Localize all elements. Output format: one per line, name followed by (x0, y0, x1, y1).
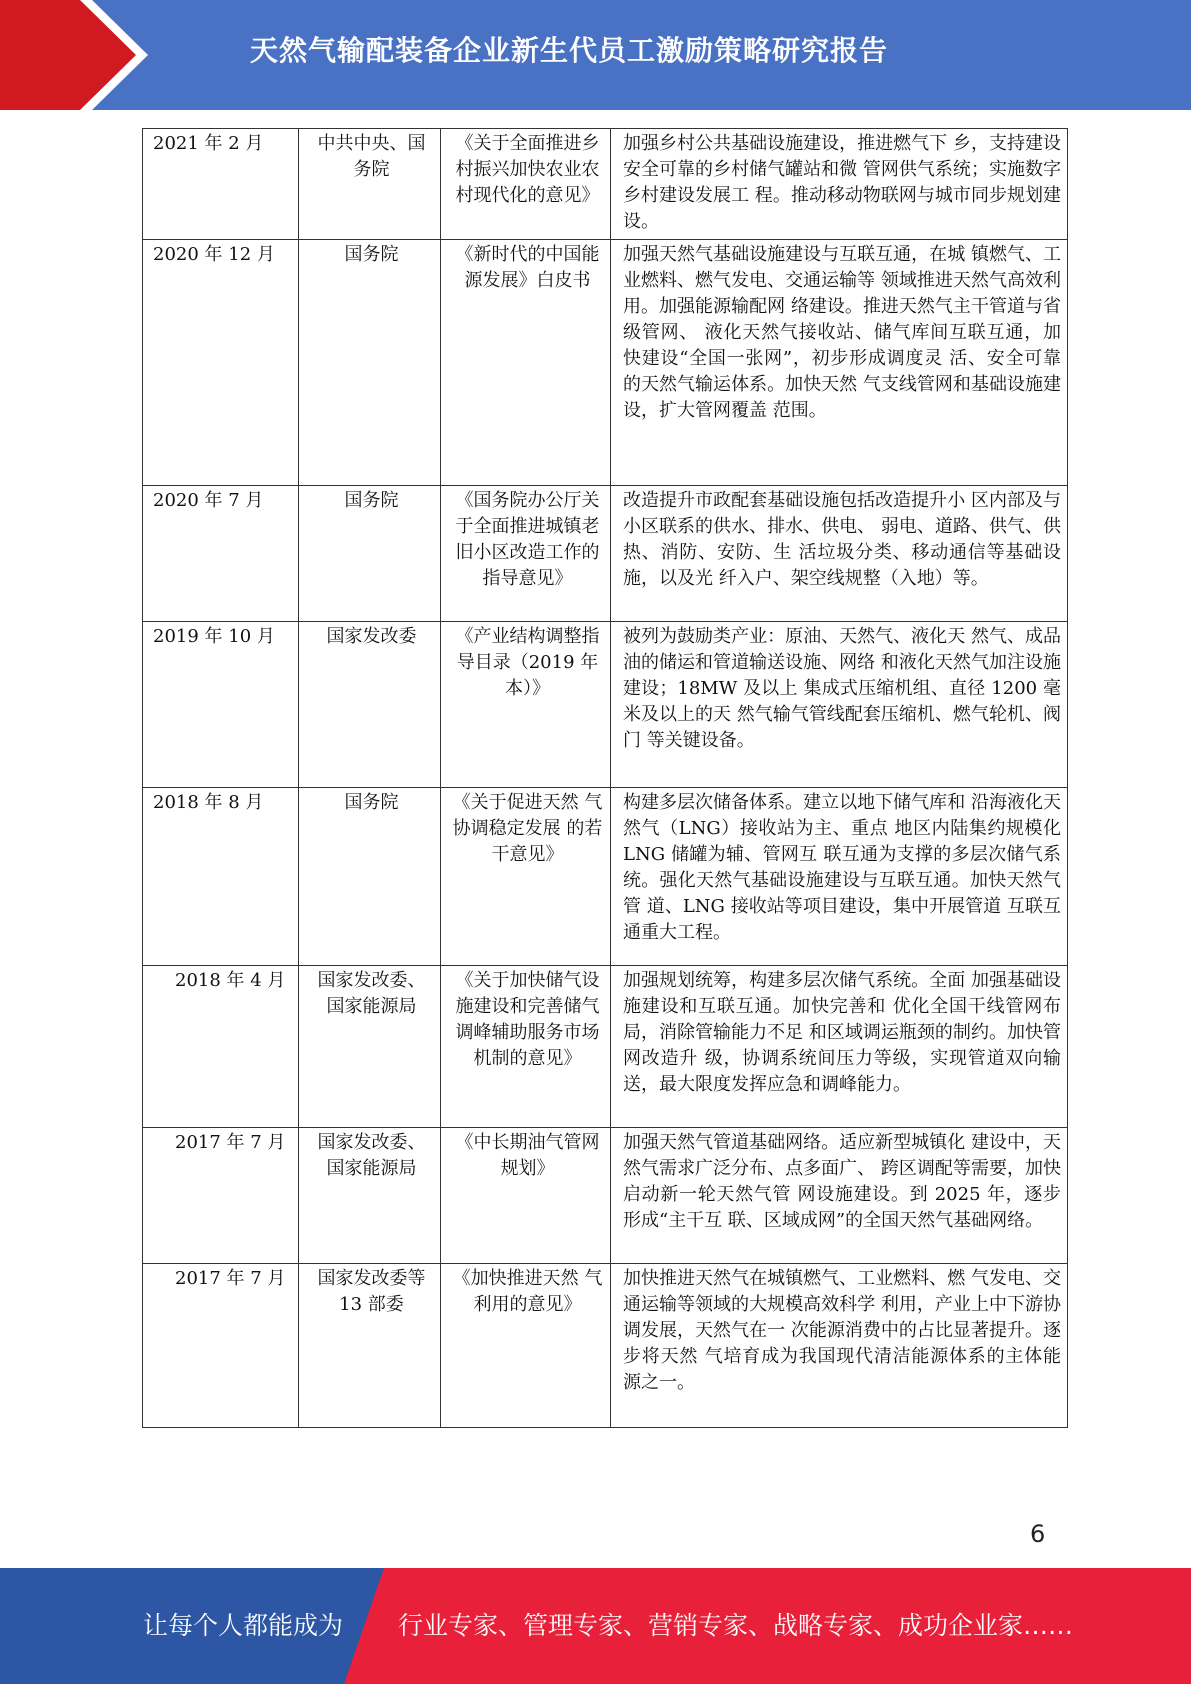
document-cell: 《加快推进天然 气利用的意见》 (441, 1264, 611, 1428)
issuer-cell: 国家发改委、国家能源局 (299, 966, 441, 1128)
page-footer (0, 1568, 1191, 1684)
content-cell: 加强乡村公共基础设施建设，推进燃气下 乡，支持建设安全可靠的乡村储气罐站和微 管网供气系统；实施数字乡村建设发展工 程。推动移动物联网与城市同步规划建设。 (611, 129, 1068, 240)
issuer-cell: 国务院 (299, 240, 441, 486)
content-cell: 构建多层次储备体系。建立以地下储气库和 沿海液化天然气（LNG）接收站为主、重点 地区内陆集约规模化 LNG 储罐为辅、管网互 联互通为支撑的多层次储气系统。强化天然气基础设施建设与互联互通。加快天然气管 道、LNG 接收站等项目建设，集中开展管道 互联互通重大工程。 (611, 788, 1068, 966)
document-cell: 《关于促进天然 气协调稳定发展 的若干意见》 (441, 788, 611, 966)
issuer-cell: 国务院 (299, 486, 441, 622)
policy-table (142, 128, 1068, 1428)
date-cell: 2017 年 7 月 (143, 1128, 299, 1264)
document-cell: 《关于加快储气设施建设和完善储气调峰辅助服务市场机制的意见》 (441, 966, 611, 1128)
content-cell: 加强天然气基础设施建设与互联互通，在城 镇燃气、工业燃料、燃气发电、交通运输等 领域推进天然气高效利用。加强能源输配网 络建设。推进天然气主干管道与省级管网、 液化天然气接收站、储气库间互联互通，加 快建设“全国一张网”，初步形成调度灵 活、安全可靠的天然气输运体系。加快天然 气支线管网和基础设施建设，扩大管网覆盖 范围。 (611, 240, 1068, 486)
content-cell: 加强规划统筹，构建多层次储气系统。全面 加强基础设施建设和互联互通。加快完善和 优化全国干线管网布局，消除管输能力不足 和区域调运瓶颈的制约。加快管网改造升 级，协调系统间压力等级，实现管道双向输 送，最大限度发挥应急和调峰能力。 (611, 966, 1068, 1128)
date-cell: 2020 年 12 月 (143, 240, 299, 486)
table-row (143, 622, 1068, 788)
date-cell: 2018 年 8 月 (143, 788, 299, 966)
document-cell: 《关于全面推进乡村振兴加快农业农村现代化的意见》 (441, 129, 611, 240)
footer-slogan-right: 行业专家、管理专家、营销专家、战略专家、成功企业家…… (398, 1611, 1074, 1640)
table-row (143, 486, 1068, 622)
table-row (143, 966, 1068, 1128)
document-cell: 《产业结构调整指导目录（2019 年本）》 (441, 622, 611, 788)
issuer-cell: 国务院 (299, 788, 441, 966)
date-cell: 2021 年 2 月 (143, 129, 299, 240)
content-cell: 改造提升市政配套基础设施包括改造提升小 区内部及与小区联系的供水、排水、供电、 弱电、道路、供气、供热、消防、安防、生 活垃圾分类、移动通信等基础设施，以及光 纤入户、架空线规整（入地）等。 (611, 486, 1068, 622)
document-cell: 《国务院办公厅关于全面推进城镇老旧小区改造工作的指导意见》 (441, 486, 611, 622)
page-header (0, 0, 1191, 110)
issuer-cell: 国家发改委、国家能源局 (299, 1128, 441, 1264)
table-row (143, 129, 1068, 240)
page-number: 6 (1030, 1520, 1046, 1548)
content-cell: 加强天然气管道基础网络。适应新型城镇化 建设中，天然气需求广泛分布、点多面广、 跨区调配等需要，加快启动新一轮天然气管 网设施建设。到 2025 年，逐步形成“主干互 联、区域成网”的全国天然气基础网络。 (611, 1128, 1068, 1264)
document-cell: 《中长期油气管网规划》 (441, 1128, 611, 1264)
table-row (143, 240, 1068, 486)
table-row (143, 788, 1068, 966)
report-title: 天然气输配装备企业新生代员工激励策略研究报告 (250, 34, 889, 67)
date-cell: 2020 年 7 月 (143, 486, 299, 622)
table-row (143, 1128, 1068, 1264)
issuer-cell: 中共中央、国务院 (299, 129, 441, 240)
table-row (143, 1264, 1068, 1428)
date-cell: 2018 年 4 月 (143, 966, 299, 1128)
header-red-chevron (0, 0, 150, 110)
content-cell: 被列为鼓励类产业：原油、天然气、液化天 然气、成品油的储运和管道输送设施、网络 和液化天然气加注设施建设；18MW 及以上 集成式压缩机组、直径 1200 毫米及以上的天 然气输气管线配套压缩机、燃气轮机、阀门 等关键设备。 (611, 622, 1068, 788)
issuer-cell: 国家发改委 (299, 622, 441, 788)
issuer-cell: 国家发改委等 13 部委 (299, 1264, 441, 1428)
date-cell: 2019 年 10 月 (143, 622, 299, 788)
date-cell: 2017 年 7 月 (143, 1264, 299, 1428)
document-cell: 《新时代的中国能源发展》白皮书 (441, 240, 611, 486)
footer-slogan-left: 让每个人都能成为 (143, 1611, 344, 1640)
content-cell: 加快推进天然气在城镇燃气、工业燃料、燃 气发电、交通运输等领域的大规模高效科学 利用，产业上中下游协调发展，天然气在一 次能源消费中的占比显著提升。逐步将天然 气培育成为我国现代清洁能源体系的主体能 源之一。 (611, 1264, 1068, 1428)
